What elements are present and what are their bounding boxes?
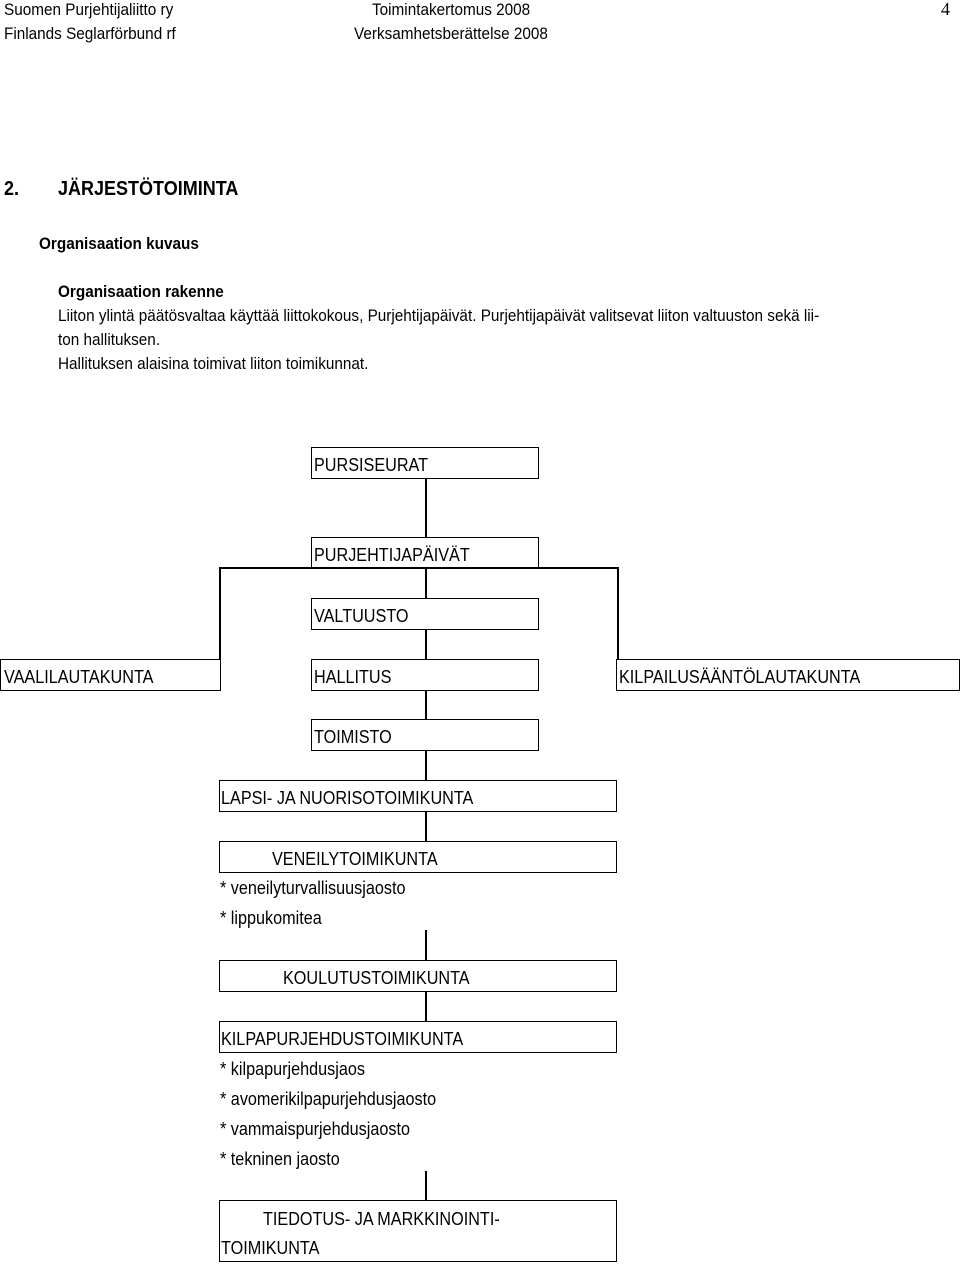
section-number: 2. bbox=[4, 178, 20, 200]
body-text-line-2: ton hallituksen. bbox=[58, 330, 161, 349]
org-box-veneily bbox=[219, 841, 617, 873]
connector-hallitus-toimisto bbox=[425, 690, 427, 720]
header-org-name-fi: Suomen Purjehtijaliitto ry bbox=[4, 0, 174, 19]
org-box-toimisto bbox=[311, 719, 539, 751]
sub-subsection-title: Organisaation rakenne bbox=[58, 282, 224, 301]
header-report-title-fi: Toimintakertomus 2008 bbox=[372, 0, 531, 19]
org-label-hallitus: HALLITUS bbox=[314, 667, 392, 687]
kilpapurjehdus-item: * tekninen jaosto bbox=[220, 1149, 340, 1169]
connector-toimisto-lapsi-nuoriso bbox=[425, 750, 427, 781]
org-box-vaalilautakunta bbox=[0, 659, 221, 691]
connector-purjehtijapaivat-valtuusto bbox=[425, 568, 427, 598]
org-box-purjehtijapaivat bbox=[311, 537, 539, 569]
org-label-vaalilautakunta: VAALILAUTAKUNTA bbox=[4, 667, 154, 687]
org-label-tiedotus-line-2: TOIMIKUNTA bbox=[221, 1238, 320, 1258]
header-org-name-sv: Finlands Seglarförbund rf bbox=[4, 24, 176, 43]
connector-to-kilpailusaantolautakunta bbox=[617, 567, 619, 660]
connector-veneily-koulutus bbox=[425, 930, 427, 961]
org-box-koulutus bbox=[219, 960, 617, 992]
connector-lapsi-nuoriso-veneily bbox=[425, 811, 427, 842]
section-title: JÄRJESTÖTOIMINTA bbox=[58, 178, 239, 200]
org-label-lapsi-nuoriso: LAPSI- JA NUORISOTOIMIKUNTA bbox=[221, 788, 474, 808]
org-box-lapsi-nuoriso bbox=[219, 780, 617, 812]
org-label-toimisto: TOIMISTO bbox=[314, 727, 392, 747]
kilpapurjehdus-item: * kilpapurjehdusjaos bbox=[220, 1059, 365, 1079]
connector-valtuusto-hallitus bbox=[425, 629, 427, 660]
body-text-line-1: Liiton ylintä päätösvaltaa käyttää liittokokous, Purjehtijapäivät. Purjehtijapäivät valitsevat liiton valtuuston sekä lii- bbox=[58, 306, 820, 325]
org-box-kilpapurjehdus bbox=[219, 1021, 617, 1053]
body-text-line-3: Hallituksen alaisina toimivat liiton toimikunnat. bbox=[58, 354, 369, 373]
org-label-pursiseurat: PURSISEURAT bbox=[314, 455, 429, 475]
page-number: 4 bbox=[941, 0, 950, 19]
header-report-title-sv: Verksamhetsberättelse 2008 bbox=[354, 24, 548, 43]
org-box-hallitus bbox=[311, 659, 539, 691]
connector-to-vaalilautakunta bbox=[219, 567, 221, 660]
connector-koulutus-kilpapurjehdus bbox=[425, 991, 427, 1022]
veneily-item: * lippukomitea bbox=[220, 908, 322, 928]
org-box-tiedotus bbox=[219, 1200, 617, 1262]
connector-pursiseurat-purjehtijapaivat bbox=[425, 478, 427, 538]
connector-kilpapurjehdus-tiedotus bbox=[425, 1171, 427, 1201]
org-label-valtuusto: VALTUUSTO bbox=[314, 606, 409, 626]
org-label-veneily: VENEILYTOIMIKUNTA bbox=[272, 849, 438, 869]
org-label-kilpailusaantolautakunta: KILPAILUSÄÄNTÖLAUTAKUNTA bbox=[619, 667, 861, 687]
veneily-item: * veneilyturvallisuusjaosto bbox=[220, 878, 406, 898]
subsection-title: Organisaation kuvaus bbox=[39, 234, 199, 253]
kilpapurjehdus-item: * avomerikilpapurjehdusjaosto bbox=[220, 1089, 437, 1109]
org-label-tiedotus-line-1: TIEDOTUS- JA MARKKINOINTI- bbox=[263, 1209, 500, 1229]
kilpapurjehdus-item: * vammaispurjehdusjaosto bbox=[220, 1119, 410, 1139]
org-label-koulutus: KOULUTUSTOIMIKUNTA bbox=[283, 968, 470, 988]
org-box-kilpailusaantolautakunta bbox=[616, 659, 960, 691]
org-box-pursiseurat bbox=[311, 447, 539, 479]
org-box-valtuusto bbox=[311, 598, 539, 630]
org-label-purjehtijapaivat: PURJEHTIJAPÄIVÄT bbox=[314, 545, 470, 565]
org-label-kilpapurjehdus: KILPAPURJEHDUSTOIMIKUNTA bbox=[221, 1029, 464, 1049]
